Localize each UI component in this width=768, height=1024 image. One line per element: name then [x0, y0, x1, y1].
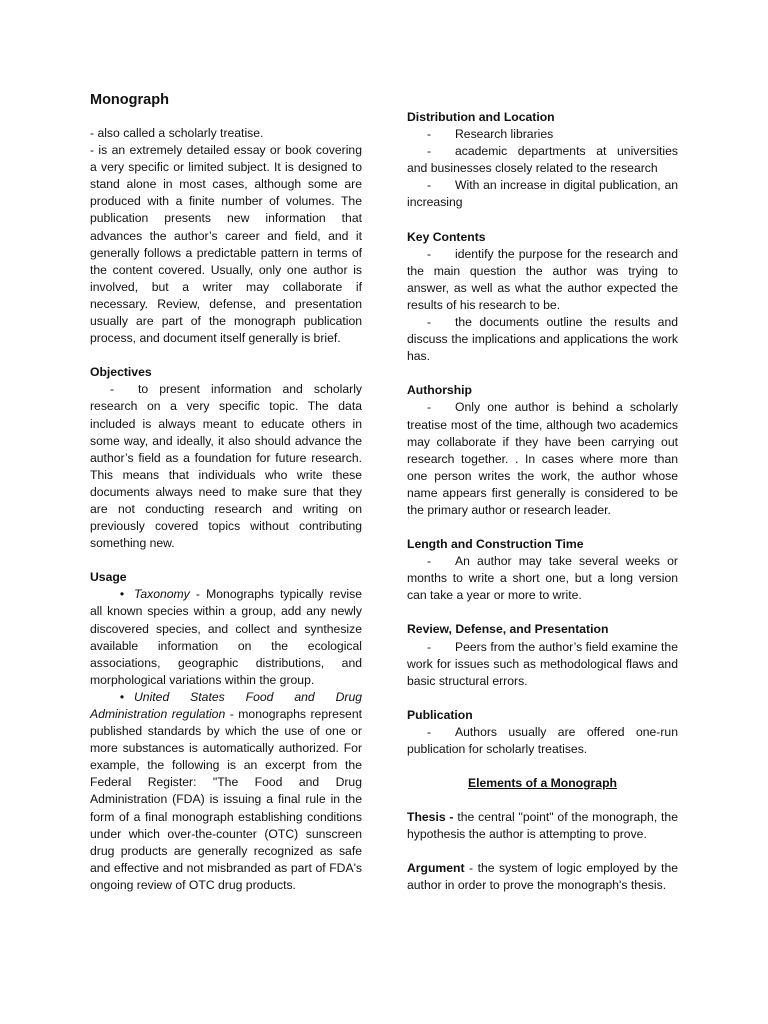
dash-marker: - — [427, 246, 432, 261]
list-item — [407, 246, 678, 314]
objectives-text: to present information and scholarly research on a very specific topic. The data included is always meant to educate others in some way, and ideally, it also should advance the author’s field as a foundation for future research. This means that individuals who write these documents always need to make sure that they are not conducting research and writing on previously covered topics without contributing something new. — [90, 382, 362, 551]
list-item-text: Authors usually are offered one-run publication for scholarly treatises. — [407, 724, 678, 756]
section-heading-distribution: Distribution and Location — [407, 110, 555, 124]
element-term: Thesis - — [407, 810, 454, 825]
element-text: the central "point" of the monograph, the hypothesis the author is attempting to prove. — [407, 810, 678, 842]
dash-marker: - — [427, 554, 432, 569]
dash-marker: - — [427, 178, 432, 193]
list-item — [407, 126, 678, 143]
objectives-paragraph — [90, 381, 362, 552]
bullet-marker: • — [119, 689, 125, 704]
list-item — [407, 143, 678, 177]
list-item — [407, 314, 678, 365]
section-heading-authorship: Authorship — [407, 383, 472, 398]
document-title: Monograph — [90, 92, 169, 108]
element-text: - the system of logic employed by the author in order to prove the monograph's thesis. — [407, 861, 678, 893]
usage-item-taxonomy — [90, 586, 362, 689]
dash-marker: - — [427, 315, 432, 330]
dash-marker: - — [110, 382, 115, 397]
list-item — [407, 553, 678, 604]
section-heading-review: Review, Defense, and Presentation — [407, 622, 609, 637]
usage-term: Taxonomy — [134, 587, 190, 602]
dash-marker: - — [427, 400, 432, 415]
element-thesis — [407, 809, 678, 843]
usage-text: - Monographs typically revise all known species within a group, add any newly discovered species, and collect and synthesize available information on the ecological associations, geographic distributions, and morphological variations within the group. — [90, 587, 362, 687]
usage-item-fda — [90, 689, 362, 894]
left-column — [90, 125, 362, 894]
list-item-text: With an increase in digital publication, an increasing — [407, 178, 678, 210]
section-heading-publication: Publication — [407, 707, 473, 722]
intro-line-1: - also called a scholarly treatise. — [90, 126, 264, 140]
list-item-text: identify the purpose for the research and the main question the author was trying to answer, as well as what the author expected the results of his research to be. — [407, 246, 678, 312]
list-item-text: An author may take several weeks or months to write a short one, but a long version can take a year or more to write. — [407, 554, 678, 603]
list-item-text: Peers from the author’s field examine the work for issues such as methodological flaws and basic structural errors. — [407, 639, 678, 688]
usage-heading: Usage — [90, 570, 127, 585]
dash-marker: - — [427, 724, 432, 739]
element-term: Argument — [407, 861, 465, 876]
bullet-marker: • — [119, 587, 125, 602]
list-item — [407, 177, 678, 211]
dash-marker: - — [427, 144, 432, 159]
list-item-text: Only one author is behind a scholarly treatise most of the time, although two academics may collaborate if they have been carrying out research together. . In cases where more than one person writes the work, the author whose name appears first generally is considered to be the primary author or research leader. — [407, 400, 678, 517]
list-item — [407, 724, 678, 758]
element-argument — [407, 860, 678, 894]
dash-marker: - — [427, 127, 432, 142]
list-item-text: academic departments at universities and businesses closely related to the research — [407, 144, 678, 176]
right-column — [407, 109, 678, 895]
usage-text: - monographs represent published standards by which the use of one or more substances is automatically authorized. For example, the following is an excerpt from the Federal Register: "The Food and Drug Administration (FDA) is issuing a final rule in the form of a final monograph establishing conditions under which over-the-counter (OTC) sunscreen drug products are generally recognized as safe and effective and not misbranded as part of FDA's ongoing review of OTC drug products. — [90, 707, 362, 892]
section-heading-length: Length and Construction Time — [407, 537, 584, 552]
section-heading-key-contents: Key Contents — [407, 229, 486, 244]
elements-heading: Elements of a Monograph — [468, 776, 617, 791]
list-item — [407, 399, 678, 519]
intro-paragraph: - is an extremely detailed essay or book covering a very specific or limited subject. It is designed to stand alone in most cases, although some are produced with a finite number of volumes. The publication presents new information that advances the author’s career and field, and it generally follows a predictable pattern in terms of the content covered. Usually, only one author is involved, but a writer may collaborate if necessary. Review, defense, and presentation usually are part of the monograph publication process, and document itself generally is brief. — [90, 143, 362, 346]
usage-term: United States Food and Drug Administration regulation — [90, 689, 362, 721]
dash-marker: - — [427, 639, 432, 654]
list-item-text: the documents outline the results and discuss the implications and applications the work has. — [407, 315, 678, 364]
list-item-text: Research libraries — [455, 127, 554, 142]
list-item — [407, 639, 678, 690]
objectives-heading: Objectives — [90, 365, 152, 380]
